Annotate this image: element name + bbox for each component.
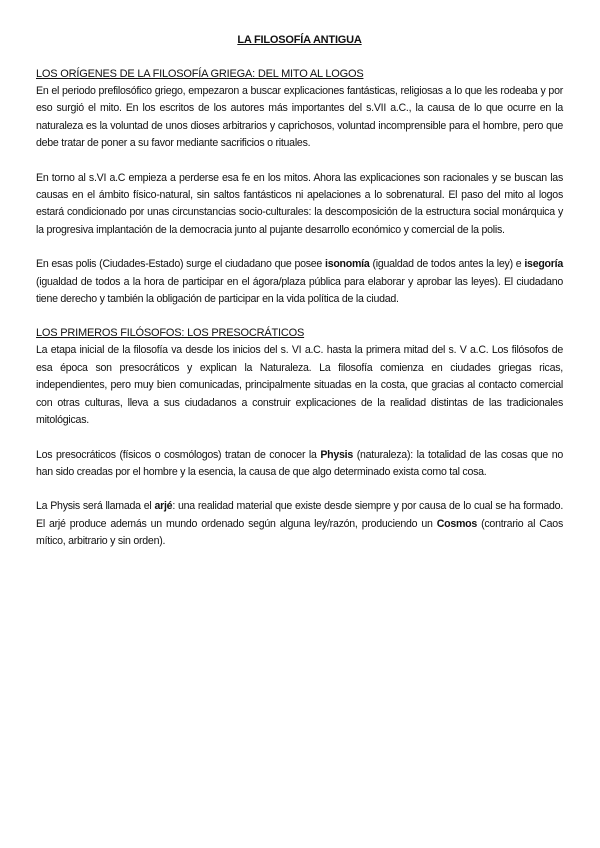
term-arje: arjé [154,500,173,513]
paragraph-text: En esas polis (Ciudades-Estado) surge el ciudadano que posee [36,258,325,271]
document-title: LA FILOSOFÍA ANTIGUA [237,34,362,46]
paragraph-physis [36,447,563,482]
paragraph-text: La Physis será llamada el [36,500,155,513]
paragraph-text: (contrario al Caos mítico, arbitrario y sin orden). [36,517,563,548]
term-isonomia: isonomía [325,258,370,271]
section-heading-presocratics: LOS PRIMEROS FILÓSOFOS: LOS PRESOCRÁTICOS [36,327,305,340]
paragraph-text: (igualdad de todos a la hora de participar en el ágora/plaza pública para elaborar y aprobar las leyes). El ciudadano tiene derecho y también la obligación de participar en la vida política de la ciudad. [36,275,563,306]
term-isegoria: isegoría [524,258,563,271]
paragraph-initial-stage: La etapa inicial de la filosofía va desde los inicios del s. VI a.C. hasta la primera mitad del s. V a.C. Los filósofos de esa época son presocráticos y explican la Naturaleza. La filosofía comienza en ciudades griegas ricas, independientes, pero muy bien comunicadas, principalmente situadas en la costa, que gracias al contacto comercial con otras culturas, lleva a sus ciudadanos a construir explicaciones de la realidad distintas de las tradicionales mitológicas. [36,344,563,427]
paragraph-polis [36,256,563,308]
paragraph-text: Los presocráticos (físicos o cosmólogos) tratan de conocer la [36,448,321,461]
paragraph-prephilosophical: En el periodo prefilosófico griego, empezaron a buscar explicaciones fantásticas, religiosas a lo que les rodeaba y por eso surgió el mito. En los escritos de los autores más importantes del s.VII a.C., la causa de lo que ocurre en la naturaleza es la voluntad de unos dioses arbitrarios y caprichosos, voluntad incomprensible para el hombre, pero que debe tratar de poner a su favor mediante sacrificios o rituales. [36,85,563,150]
paragraph-text: (igualdad de todos antes la ley) e [369,258,525,271]
paragraph-myth-to-logos: En torno al s.VI a.C empieza a perderse esa fe en los mitos. Ahora las explicaciones son racionales y se buscan las causas en el ámbito físico-natural, sin saltos fantásticos ni apelaciones a lo sobrenatural. El paso del mito al logos estará condicionado por unas circunstancias socio-culturales: la descomposición de la estructura social monárquica y la progresiva implantación de la democracia junto al pujante desarrollo económico y comercial de la polis. [36,171,563,236]
section-heading-origins: LOS ORÍGENES DE LA FILOSOFÍA GRIEGA: DEL MITO AL LOGOS [36,68,364,80]
paragraph-arje [36,498,563,550]
paragraph-text: : una realidad material que existe desde siempre y por causa de lo cual se ha formado. El arjé produce además un mundo ordenado según alguna ley/razón, produciendo un [36,500,564,530]
term-physis: Physis [320,448,353,461]
paragraph-text: (naturaleza): la totalidad de las cosas que no han sido creadas por el hombre y la esencia, la causa de que algo determinado exista como tal cosa. [36,448,563,478]
term-cosmos: Cosmos [436,517,478,530]
